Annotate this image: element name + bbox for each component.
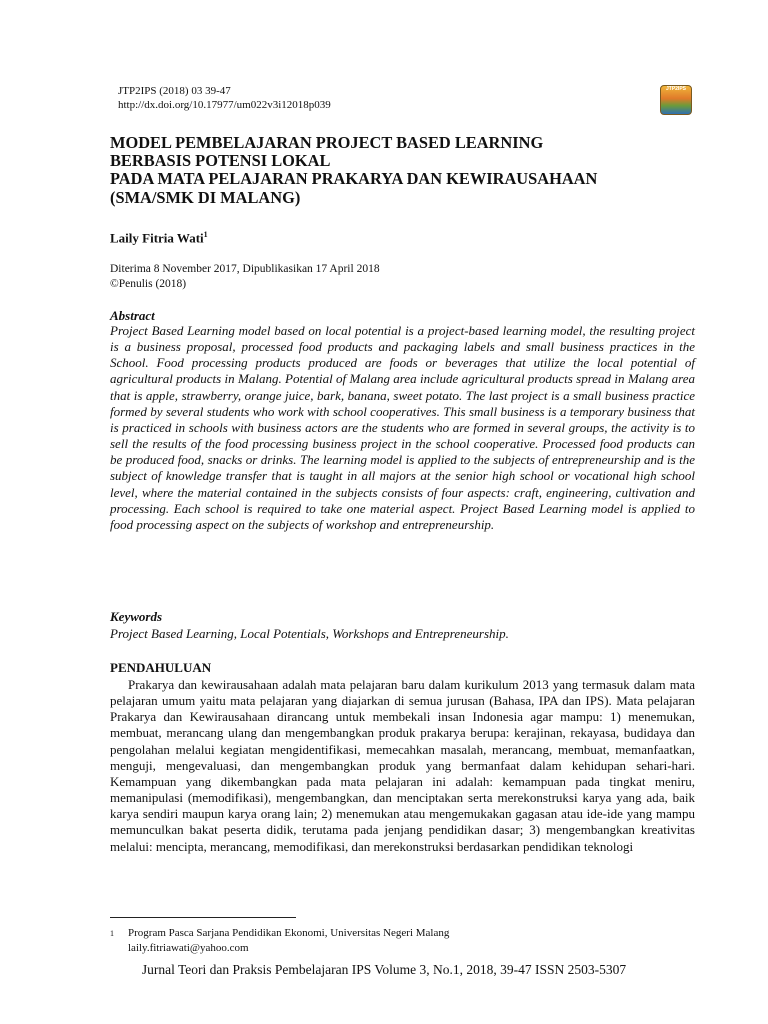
- author-affiliation-mark: 1: [203, 230, 208, 239]
- journal-logo: [660, 85, 692, 115]
- journal-logo-text: JTP2IPS: [665, 86, 686, 92]
- footnote-number: 1: [110, 929, 114, 938]
- title-line: (SMA/SMK DI MALANG): [110, 187, 301, 207]
- doi-link[interactable]: http://dx.doi.org/10.17977/um022v3i12018p039: [118, 99, 331, 111]
- footnote-affiliation: Program Pasca Sarjana Pendidikan Ekonomi, Universitas Negeri Malang: [128, 927, 450, 939]
- keywords-heading: Keywords: [110, 609, 162, 624]
- footnote-email[interactable]: laily.fitriawati@yahoo.com: [128, 942, 249, 954]
- abstract-heading: Abstract: [110, 308, 155, 323]
- journal-reference: JTP2IPS (2018) 03 39-47: [118, 85, 231, 97]
- article-meta: [110, 262, 380, 292]
- journal-footer: Jurnal Teori dan Praksis Pembelajaran IPS Volume 3, No.1, 2018, 39-47 ISSN 2503-5307: [141, 962, 627, 977]
- copyright: ©Penulis (2018): [110, 278, 187, 290]
- section-heading: PENDAHULUAN: [110, 660, 212, 675]
- publication-dates: Diterima 8 November 2017, Dipublikasikan 17 April 2018: [110, 263, 380, 275]
- footnote: [110, 926, 449, 956]
- journal-header: [118, 84, 331, 112]
- section-body: Prakarya dan kewirausahaan adalah mata pelajaran baru dalam kurikulum 2013 yang termasuk dalam mata pelajaran umum yaitu mata pelajaran yang diajarkan di semua jurusan (Bahasa, IPA dan IPS). Mata pelajaran Prakarya dan Kewirausahaan dirancang untuk membekali insan Indonesia agar mampu: 1) menemukan, membuat, merancang ulang dan mengembangkan produk prakarya berupa: kerajinan, rekayasa, budidaya dan pengolahan melalui kegiatan mengidentifikasi, memecahkan masalah, merancang, membuat, memanfaatkan, menguji, mengevaluasi, dan mengembangkan produk yang bermanfaat dalam kehidupan sehari-hari. Kemampuan yang dikembangkan pada mata pelajaran ini adalah: kemampuan pada tingkat meniru, memanipulasi (memodifikasi), mengembangkan, dan menciptakan serta merekonstruksi karya yang ada, baik karya sendiri maupun karya orang lain; 2) menemukan atau mengemukakan gagasan atau ide-ide yang mampu memunculkan bakat peserta didik, terutama pada jenjang pendidikan dasar; 3) mengembangkan kreativitas melalui: mencipta, merancang, memodifikasi, dan merekonstruksi berdasarkan pendidikan teknologi: [110, 677, 695, 854]
- keywords-text: Project Based Learning, Local Potentials, Workshops and Entrepreneurship.: [110, 626, 509, 641]
- title-line: BERBASIS POTENSI LOKAL: [110, 151, 331, 171]
- abstract-text: Project Based Learning model based on local potential is a project-based learning model, the resulting project is a business proposal, processed food products and packaging labels and small business practices in the School. Food processing products produced are foods or beverages that utilize the local potential of agricultural products in Malang. Potential of Malang area include agricultural products spread in Malang area that is apple, strawberry, orange juice, bark, banana, sweet potato. The last project is a small business practice formed by several students who work with school cooperatives. This small business is a temporary business that is practiced in schools with business actors are the students who are formed in several groups, the activity is to sell the results of the food processing business project in the school cooperative. Processed food products can be produced food, snacks or drinks. The learning model is applied to the subjects of entrepreneurship and is the subject of knowledge transfer that is taught in all majors at the senior high school or vocational high school level, where the material contained in the subjects consists of four aspects: craft, engineering, cultivation and processing. Each school is required to take one material aspect. Project Based Learning model is applied to food processing aspect on the subjects of workshop and entrepreneurship.: [110, 323, 695, 532]
- title-line: MODEL PEMBELAJARAN PROJECT BASED LEARNING: [110, 133, 544, 152]
- title-line: PADA MATA PELAJARAN PRAKARYA DAN KEWIRAUSAHAAN: [110, 169, 598, 189]
- author-name: Laily Fitria Wati: [110, 230, 204, 246]
- author: [110, 230, 208, 246]
- paper-title: [110, 134, 710, 207]
- footnote-divider: [110, 917, 296, 918]
